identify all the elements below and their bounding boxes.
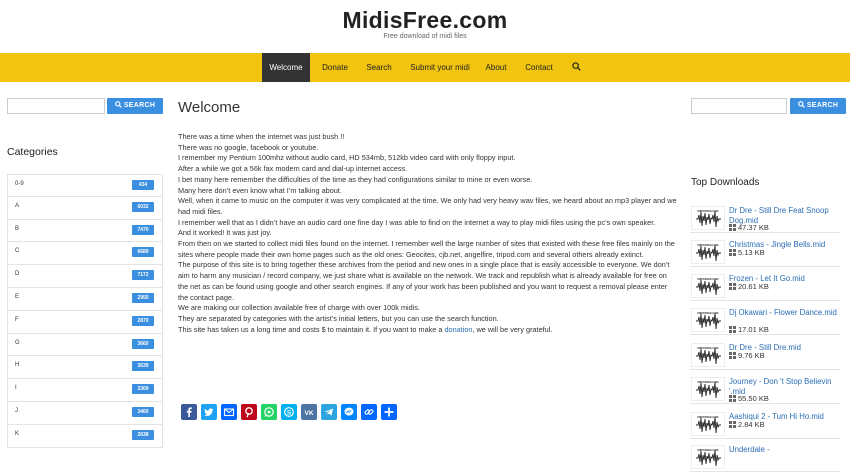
midi-thumbnail[interactable] xyxy=(691,274,725,298)
welcome-paragraph: We are making our collection available free of charge with over 100k midis. xyxy=(178,303,420,313)
share-vk[interactable] xyxy=(301,404,317,420)
telegram-icon xyxy=(321,404,337,420)
download-size xyxy=(729,394,769,403)
thumbnail-text: MIDISFREE.COM xyxy=(697,381,719,384)
category-count-badge: 2309 xyxy=(132,384,154,394)
welcome-paragraph: I remember well that as I didn’t have an audio card one fine day I was able to find on the internet a way to play midi files using the pc’s own speaker. xyxy=(178,217,656,227)
categories-list xyxy=(7,174,163,448)
svg-text:S: S xyxy=(286,409,292,417)
welcome-paragraph: From then on we started to collect midi files found on the internet. I remember well the large number of sites that existed with these free files mainly on the sites where people made their own home pages such as the old ones: Geocites, cjb.net, angelfire, tripod.com and several others already extinct. xyxy=(178,239,675,259)
share-messenger[interactable] xyxy=(341,404,357,420)
midi-thumbnail[interactable] xyxy=(691,206,725,230)
midi-thumbnail[interactable] xyxy=(691,343,725,367)
download-title[interactable]: Dj Okawari - Flower Dance.mid xyxy=(729,308,837,317)
category-label: K xyxy=(15,430,20,437)
category-count-badge: 7172 xyxy=(132,270,154,280)
page-title: Welcome xyxy=(178,99,241,116)
category-count-badge: 434 xyxy=(132,180,154,190)
thumbnail-text: MIDISFREE.COM xyxy=(697,312,719,315)
welcome-paragraph: And it worked! It was just joy. xyxy=(178,228,272,238)
welcome-paragraph: After a while we got a 56k fax modem card and dial-up internet access. xyxy=(178,164,408,174)
category-label: A xyxy=(15,202,20,209)
download-item[interactable] xyxy=(690,373,840,404)
share-telegram[interactable] xyxy=(321,404,337,420)
category-label: H xyxy=(15,362,20,369)
download-title[interactable]: Underdale - xyxy=(729,445,770,454)
download-item[interactable] xyxy=(690,270,840,301)
waveform-icon xyxy=(692,207,724,229)
skype-icon xyxy=(281,404,297,420)
grid-icon xyxy=(729,352,736,359)
welcome-paragraph: Many here don’t even know what I’m talking about. xyxy=(178,185,342,195)
download-size-value: 20.61 KB xyxy=(738,282,769,291)
grid-icon xyxy=(729,283,736,290)
donation-text-after: , we will be very grateful. xyxy=(472,324,553,334)
grid-icon xyxy=(729,421,736,428)
share-more[interactable] xyxy=(381,404,397,420)
category-count-badge: 2638 xyxy=(132,430,154,440)
category-count-badge: 6032 xyxy=(132,202,154,212)
category-count-badge: 2950 xyxy=(132,293,154,303)
category-item[interactable] xyxy=(7,379,163,402)
nav-donate[interactable]: Donate xyxy=(322,63,348,72)
download-size xyxy=(729,248,765,257)
donation-text-before: This site has taken us a long time and costs $ to maintain it. If you want to make a xyxy=(178,324,445,334)
category-item[interactable] xyxy=(7,174,163,197)
welcome-text xyxy=(178,132,678,335)
share-pinterest[interactable] xyxy=(241,404,257,420)
download-size-value: 5.13 KB xyxy=(738,248,765,257)
welcome-paragraph: Well, when it came to music on the computer it was very complicated at the time. We only had very heavy wav files, we heard about an mp3 player and we had midi files. xyxy=(178,196,677,216)
vk-icon xyxy=(301,404,317,420)
email-icon xyxy=(221,404,237,420)
download-item[interactable] xyxy=(690,236,840,267)
waveform-icon xyxy=(692,378,724,400)
share-plus-icon xyxy=(381,404,397,420)
download-title[interactable]: Aashiqui 2 - Tum Hi Ho.mid xyxy=(729,412,824,421)
search-icon xyxy=(572,62,581,71)
download-size xyxy=(729,325,769,334)
thumbnail-text: MIDISFREE.COM xyxy=(697,244,719,247)
top-downloads-heading: Top Downloads xyxy=(691,177,760,188)
download-title[interactable]: Dr Dre - Still Dre Feat Snoop Dog.mid xyxy=(729,206,829,225)
search-icon xyxy=(798,101,805,108)
share-copy-link[interactable] xyxy=(361,404,377,420)
download-title[interactable]: Frozen - Let It Go.mid xyxy=(729,274,805,283)
waveform-icon xyxy=(692,241,724,263)
site-subtitle: Free download of midi files xyxy=(383,33,467,40)
download-size xyxy=(729,282,769,291)
share-skype[interactable] xyxy=(281,404,297,420)
thumbnail-text: MIDISFREE.COM xyxy=(697,416,719,419)
welcome-paragraph: I bet many here remember the difficulties of the time as they had configurations similar to mine or even worse. xyxy=(178,174,533,184)
site-title[interactable]: MidisFree.com xyxy=(342,7,508,33)
right-search-button[interactable] xyxy=(790,98,846,114)
whatsapp-icon xyxy=(261,404,277,420)
share-facebook[interactable] xyxy=(181,404,197,420)
waveform-icon xyxy=(692,446,724,468)
midi-thumbnail[interactable] xyxy=(691,240,725,264)
right-search-input[interactable] xyxy=(691,98,787,114)
main-navbar xyxy=(0,53,850,82)
category-label: E xyxy=(15,293,20,300)
welcome-paragraph: They are separated by categories with the artist’s initial letters, but you can use the search function. xyxy=(178,313,499,323)
nav-search[interactable]: Search xyxy=(366,63,392,72)
share-whatsapp[interactable] xyxy=(261,404,277,420)
download-item[interactable] xyxy=(690,408,840,439)
messenger-icon xyxy=(341,404,357,420)
copy-link-icon xyxy=(361,404,377,420)
waveform-icon xyxy=(692,344,724,366)
category-item[interactable] xyxy=(7,356,163,379)
thumbnail-text: MIDISFREE.COM xyxy=(697,210,719,213)
pinterest-icon xyxy=(241,404,257,420)
nav-about[interactable]: About xyxy=(485,63,507,72)
category-item[interactable] xyxy=(7,197,163,220)
search-button-label: SEARCH xyxy=(806,102,839,109)
category-label: 0-9 xyxy=(15,181,24,187)
welcome-paragraph: The purpose of this site is to bring together these archives from the period and new ones in a single place that is easily accessible to everyone. We don’t aim to harm any musician / record company, we just share what is available on the network. We track and republish what is already available for free on the net as can be found using google and other search engines. If any of your work has been published and you want to request a removal please enter the contact page. xyxy=(178,260,670,302)
download-size xyxy=(729,351,765,360)
thumbnail-text: MIDISFREE.COM xyxy=(697,449,719,452)
category-count-badge: 3460 xyxy=(132,407,154,417)
midi-thumbnail[interactable] xyxy=(691,445,725,469)
left-search-input[interactable] xyxy=(7,98,105,114)
search-button-label: SEARCH xyxy=(123,102,156,109)
grid-icon xyxy=(729,249,736,256)
nav-submit-midi[interactable]: Submit your midi xyxy=(410,63,470,72)
waveform-icon xyxy=(692,309,724,331)
category-label: D xyxy=(15,271,20,278)
nav-welcome[interactable]: Welcome xyxy=(262,53,310,82)
nav-contact[interactable]: Contact xyxy=(525,63,553,72)
category-count-badge: 2870 xyxy=(132,316,154,326)
category-label: G xyxy=(15,339,20,346)
category-item[interactable] xyxy=(7,311,163,334)
thumbnail-text: MIDISFREE.COM xyxy=(697,347,719,350)
midi-thumbnail[interactable] xyxy=(691,308,725,332)
categories-heading: Categories xyxy=(7,146,58,158)
download-title[interactable]: Christmas - Jingle Bells.mid xyxy=(729,240,826,249)
share-twitter[interactable] xyxy=(201,404,217,420)
category-count-badge: 3660 xyxy=(132,339,154,349)
category-label: C xyxy=(15,248,20,255)
svg-text:VK: VK xyxy=(304,409,314,417)
donation-link[interactable]: donation xyxy=(444,324,473,334)
midi-thumbnail[interactable] xyxy=(691,412,725,436)
download-size xyxy=(729,420,765,429)
category-label: I xyxy=(15,385,17,392)
download-size-value: 17.01 KB xyxy=(738,325,769,334)
download-size-value: 47.37 KB xyxy=(738,223,769,232)
download-size-value: 2.84 KB xyxy=(738,420,765,429)
midi-thumbnail[interactable] xyxy=(691,377,725,401)
download-size-value: 55.50 KB xyxy=(738,394,769,403)
category-item[interactable] xyxy=(7,402,163,425)
category-label: F xyxy=(15,316,19,323)
download-title[interactable]: Dr Dre - Still Dre.mid xyxy=(729,343,801,352)
category-item[interactable] xyxy=(7,288,163,311)
category-item[interactable] xyxy=(7,334,163,357)
category-count-badge: 6689 xyxy=(132,247,154,257)
welcome-paragraph: There was a time when the internet was just bush !! xyxy=(178,132,345,141)
category-label: J xyxy=(15,407,18,414)
grid-icon xyxy=(729,395,736,402)
waveform-icon xyxy=(692,275,724,297)
grid-icon xyxy=(729,326,736,333)
waveform-icon xyxy=(692,413,724,435)
download-item[interactable] xyxy=(690,441,840,472)
left-search-button[interactable] xyxy=(107,98,163,114)
category-item[interactable] xyxy=(7,425,163,448)
download-item[interactable] xyxy=(690,304,840,335)
welcome-paragraph: I remember my Pentium 100mhz without audio card, HD 534mb, 512kb video card with only floppy input. xyxy=(178,153,516,163)
welcome-paragraph-donation xyxy=(178,325,678,336)
welcome-paragraph: There was no google, facebook or youtube. xyxy=(178,142,319,152)
category-item[interactable] xyxy=(7,220,163,243)
download-size-value: 9.76 KB xyxy=(738,351,765,360)
grid-icon xyxy=(729,224,736,231)
nav-search-icon[interactable] xyxy=(566,53,586,82)
category-item[interactable] xyxy=(7,265,163,288)
search-icon xyxy=(115,101,122,108)
download-title[interactable]: Journey - Don 't Stop Believin '.mid xyxy=(729,377,832,396)
facebook-icon xyxy=(181,404,197,420)
download-item[interactable] xyxy=(690,202,840,233)
category-count-badge: 7470 xyxy=(132,225,154,235)
category-count-badge: 3639 xyxy=(132,361,154,371)
twitter-icon xyxy=(201,404,217,420)
category-label: B xyxy=(15,225,20,232)
category-item[interactable] xyxy=(7,242,163,265)
download-item[interactable] xyxy=(690,339,840,370)
download-size xyxy=(729,223,769,232)
share-email[interactable] xyxy=(221,404,237,420)
thumbnail-text: MIDISFREE.COM xyxy=(697,278,719,281)
